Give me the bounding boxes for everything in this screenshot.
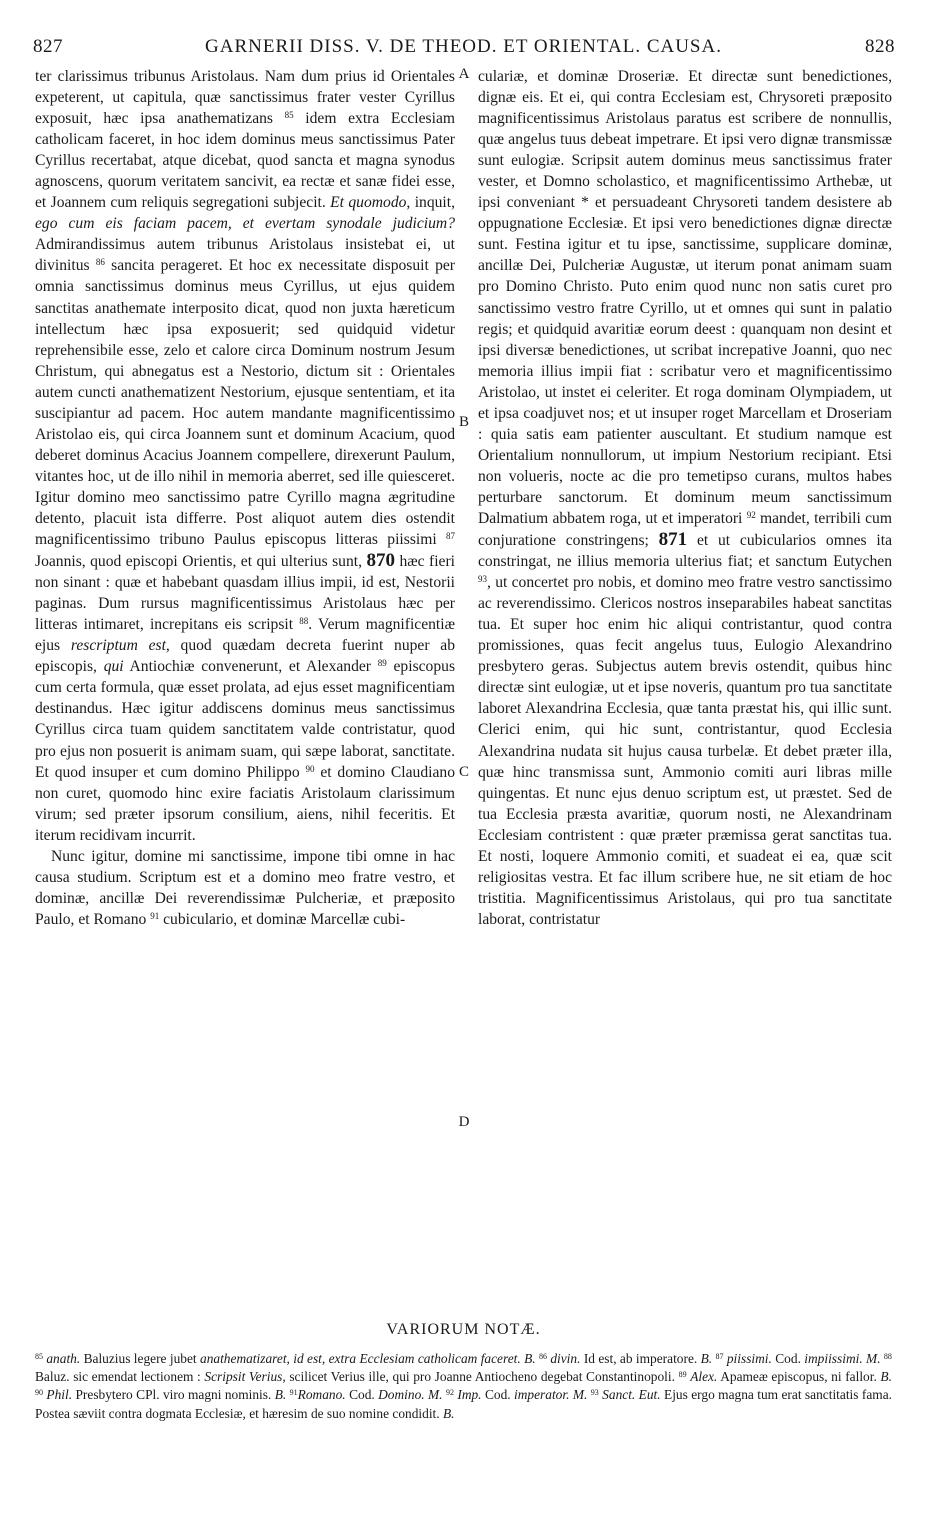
note-ref-90[interactable]: 90: [305, 763, 315, 774]
left-paragraph-2: Nunc igitur, domine mi sanctissime, impone tibi omne in hac causa studium. Scriptum est et a domino meo fratre vestro, et dominæ, ancillæ Dei reverendissimæ Pulcheriæ, et præposito Paulo, et Romano $^{91}$ cubiculario, et dominæ Marcellæ cubi-: [35, 847, 455, 928]
note-number-90: 90: [35, 1388, 43, 1398]
left-paragraph-1: ter clarissimus tribunus Aristolaus. Nam dum prius id Orientales expeterent, ut capitula, quæ sanctissimus frater vester Cyrillus exposuit, hæc ipsa anathematizans $^{85}$ idem extra Ecclesiam catholicam faceret, in hoc idem dominus meus sanctissimus Pater Cyrillus recertabat, atque dicebat, quod sancta et magna synodus agnoscens, quorum veritatem sancivit, ea rectæ et sanæ fidei esse, et Joannem cum reliquis segregationi subjecit. Et quomodo, inquit, ego cum eis faciam pacem, et evertam synodale judicium? Admirandissimus autem tribunus Aristolaus insistebat ei, ut divinitus $^{86}$ sancita perageret. Et hoc ex necessitate disposuit per omnia sanctissimus dominus meus Cyrillus, ut ejus quidem sanctitas anathemate interposito dicat, quod non juxta hæreticum intellectum hæc ipsa exposuerit; sed quidquid videtur reprehensibile esse, zelo et calore circa Dominum nostrum Jesum Christum, qui abnegatus est a Nestorio, dictum sit : Orientales autem cuncti anathematizent Nestorium, ejusque sententiam, et ita suscipiantur ad pacem. Hoc autem mandante magnificentissimo Aristolao eis, qui circa Joannem sunt et dominum Acacium, quod deberet dominus Acacius Joannem compellere, direxerunt Paulum, vitantes hoc, ut de illo nihil in memoria aberret, sed ille quiesceret. Igitur domino meo sanctissimo patre Cyrillo magna ægritudine detento, placuit ista differre. Post aliquot autem dies ostendit magnificentissimo tribuno Paulus episcopus litteras piissimi $^{87}$ Joannis, quod episcopi Orientis, et qui ulterius sunt, 870 hæc fieri non sinant : quæ et habebant quasdam illius impii, id est, Nestorii paginas. Dum rursus magnificentissimus Aristolaus hæc per litteras intimaret, increpitans eis scripsit $^{88}$. Verum magnificentiæ ejus rescriptum est, quod quædam decreta fuerint nuper ab episcopis, qui Antiochiæ convenerunt, et Alexander $^{89}$ episcopus cum certa formula, quæ esset prolata, ad ejus esset magnificentiam destinandus. Hæc igitur addiscens dominus meus sanctissimus Cyrillus circa tuam quidem sanctitatem valde contristatur, quod pro ejus non posuerit is animam suam, qui sæpe laborat, sanctitate. Et quod insuper et cum domino Philippo $^{90}$ et domino Claudiano non curet, quomodo hinc exire faciatis Aristolaum clarissimum virum; sed præter ipsorum consilium, aiens, nihil feceritis. Et iterum recidivam incurrit.: [35, 68, 456, 844]
note-ref-86[interactable]: 86: [95, 257, 105, 268]
note-number-92: 92: [445, 1388, 454, 1398]
inline-column-number-870: 870: [366, 550, 395, 572]
note-number-93: 93: [590, 1388, 599, 1398]
left-column-number: 827: [33, 36, 63, 57]
section-marker-d: D: [458, 1114, 470, 1130]
note-ref-93[interactable]: 93: [478, 574, 487, 585]
note-number-89: 89: [678, 1370, 687, 1380]
notes-heading: VARIORUM NOTÆ.: [386, 1321, 541, 1338]
note-number-87: 87: [715, 1352, 724, 1361]
note-number-86: 86: [538, 1352, 547, 1361]
note-number-91: 91: [289, 1388, 298, 1398]
variorum-notes: $^{85}$ anath. Baluzius legere jubet anathematizaret, id est, extra Ecclesiam catholicam faceret. B. $^{86}$ divin. Id est, ab imperatore. B. $^{87}$ piissimi. Cod. impiissimi. M. $^{88}$ Baluz. sic emendat lectionem : Scripsit Verius, scilicet Verius ille, qui pro Joanne Antiocheno degebat Constantinopoli. $^{89}$ Alex. Apameæ episcopus, ni fallor. B. $^{90}$ Phil. Presbytero CPl. viro magni nominis. B. $^{91}$Romano. Cod. Domino. M. $^{92}$ Imp. Cod. imperator. M. $^{93}$ Sanct. Eut. Ejus ergo magna tum erat sanctitatis fama. Postea sæviit contra dogmata Ecclesiæ, et hæresim de suo nomine condidit. B.: [35, 1351, 892, 1421]
note-number-85: 85: [35, 1352, 43, 1361]
note-ref-89[interactable]: 89: [377, 658, 387, 669]
note-ref-92[interactable]: 92: [746, 509, 756, 520]
section-marker-a: A: [458, 66, 470, 82]
right-paragraph-1: culariæ, et dominæ Droseriæ. Et directæ sunt benedictiones, dignæ eis. Et ei, qui contra Ecclesiam est, Chrysoreti præposito magnificentissimus Aristolaus paratus est scribere de nonnullis, quæ angelus tuus debeat impetrare. Et ipsi vero dignæ transmissæ sunt eulogiæ. Scripsit autem dominus meus sanctissimus frater vester, et Domno scholastico, et magnificentissimo Arthebæ, ut ipsi conveniant * et persuadeant Chrysoreti tandem desistere ab oppugnatione Ecclesiæ. Et ipsi vero benedictiones dignæ directæ sunt. Festina igitur et tu ipse, sanctissime, supplicare dominæ, ancillæ Dei, Pulcheriæ Augustæ, ut iterum ponat animam suam pro Domino Christo. Puto enim quod nunc non satis curet pro sanctissimo vestro fratre Cyrillo, ut et omnes qui sunt in palatio regis; et quidquid avaritiæ eorum deest : quanquam non desint et ipsi diversæ benedictiones, ut scribat increpative Joanni, quo nec memoria illius impii fiat : scribatur vero et magnificentissimo Aristolao, ut instet ei celeriter. Et roga dominam Olympiadem, ut et ipsa coadjuvet nos; et ut insuper roget Marcellam et Droseriam : quia satis eam patienter auscultant. Et studium namque est Orientalium nonnullorum, ut impium Nestorium recipiant. Etsi non volueris, nocte ac die pro temetipso curans, multos habes perturbare sanctorum. Et dominum meum sanctissimum Dalmatium abbatem roga, ut et imperatori $^{92}$ mandet, terribili cum conjuratione constringens; 871 et ut cubicularios omnes ita constringat, ne illius memoria ulterius fiat; et sanctum Eutychen $^{93}$, ut concertet pro nobis, et domino meo fratre vestro sanctissimo ac reverendissimo. Clericos nostros inseparabiles habeat sanctitas tua. Et super hoc enim hic aliqui contristantur, quod contra promissiones, quas fecit angelus tuus, Eulogio Alexandrino presbytero geras. Subjectus autem brevis ostendit, quibus hinc directæ sint eulogiæ, ut et ipse noveris, quantum pro tua sanctitate laboret Alexandrina Ecclesia, quæ tanta præstat his, qui illic sunt. Clerici enim, qui hic sunt, contristantur, quod Ecclesia Alexandrina nudata sit hujus causa turbelæ. Et debet præter illa, quæ hinc transmissa sunt, Ammonio comiti auri libras mille quingentas. Et nunc ejus denuo scriptum est, ut præstet. Sed de tua Ecclesia præsta avaritiæ, quorum nosti, ne Alexandrinam Ecclesiam contristent : quæ præter præmissa gerat sanctitas tua. Et nosti, loquere Ammonio comiti, et suadeat ei ea, quæ scit religiositas vestra. Et fac illum scribere hue, ne sit etiam de hoc tristitia. Magnificentissimus Aristolaus, qui pro tua sanctitate laborat, contristatur: [478, 68, 892, 928]
note-ref-87[interactable]: 87: [446, 531, 455, 542]
section-marker-c: C: [458, 764, 469, 780]
section-marker-b: B: [458, 414, 469, 430]
note-ref-88[interactable]: 88: [299, 616, 309, 627]
note-number-88: 88: [883, 1352, 892, 1361]
inline-column-number-871: 871: [658, 529, 688, 551]
note-ref-85[interactable]: 85: [284, 110, 294, 121]
note-ref-91[interactable]: 91: [150, 910, 160, 921]
running-title: GARNERII DISS. V. DE THEOD. ET ORIENTAL. CAUSA.: [205, 36, 722, 57]
left-column-text: [35, 66, 455, 930]
right-column-text: [478, 66, 892, 930]
right-column-number: 828: [865, 36, 895, 57]
